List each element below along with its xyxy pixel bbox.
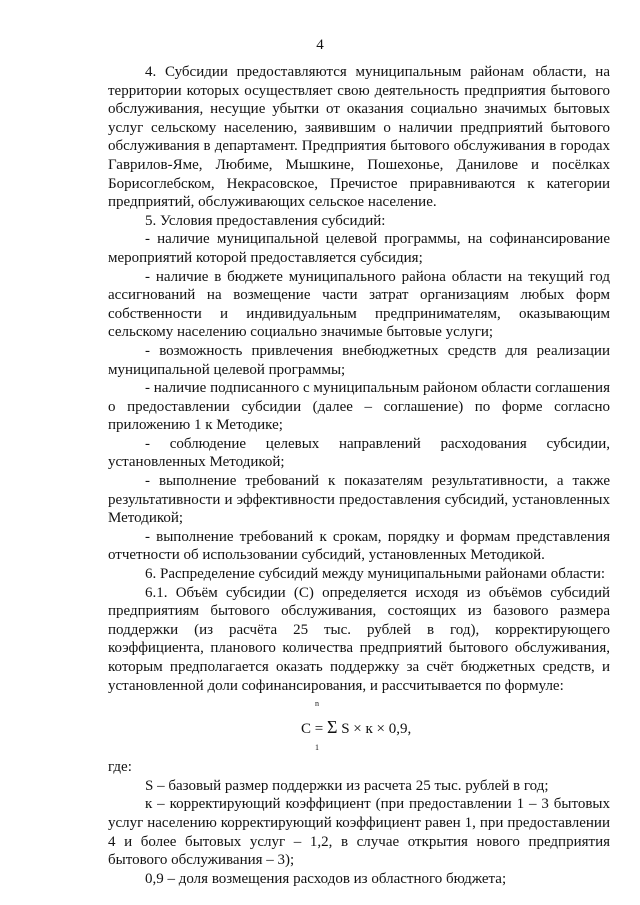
- condition-item: - выполнение требований к срокам, порядку и формам представления отчетности об использовании субсидий, установленных Методикой.: [108, 528, 610, 564]
- paragraph-4-subsidies: 4. Субсидии предоставляются муниципальным районам области, на территории которых осуществляет свою деятельность предприятия бытового обслуживания, несущие убытки от оказания социально значимых бытовых услуг сельскому населению, заявившим о наличии предприятий бытового обслуживания в департамент. Предприятия бытового обслуживания в городах Гаврилов-Яме, Любиме, Мышкине, Пошехонье, Данилове и посёлках Борисоглебском, Некрасовское, Пречистое приравниваются к категории предприятий, обслуживающих сельское население.: [108, 64, 610, 211]
- condition-item: - наличие муниципальной целевой программы, на софинансирование мероприятий которой предоставляется субсидия;: [108, 231, 610, 266]
- condition-item: - выполнение требований к показателям результативности, а также результативности и эффективности предоставления субсидий, установленных Методикой;: [108, 473, 610, 527]
- definition-item: к – корректирующий коэффициент (при предоставлении 1 – 3 бытовых услуг населению корректирующий коэффициент равен 1, при предоставлении 4 и более бытовых услуг – 1,2, в случае открытия нового предприятия бытового обслуживания – 3);: [108, 796, 610, 869]
- where-label: где:: [108, 759, 132, 776]
- condition-item: - соблюдение целевых направлений расходования субсидии, установленных Методикой;: [108, 435, 610, 471]
- paragraph-5-conditions-heading: 5. Условия предоставления субсидий:: [145, 212, 386, 229]
- condition-item: - наличие в бюджете муниципального района области на текущий год ассигнований на возмещение части затрат организациям любых форм собственности и индивидуальным предпринимателям, оказывающим сельскому населению социально значимые бытовые услуги;: [108, 268, 610, 341]
- condition-item: - возможность привлечения внебюджетных средств для реализации муниципальной целевой программы;: [108, 342, 610, 378]
- subsidy-formula: [108, 700, 610, 758]
- page-number: 4: [316, 37, 324, 53]
- definition-item: S – базовый размер поддержки из расчета 25 тыс. рублей в год;: [145, 777, 549, 794]
- formula-expression: [301, 718, 411, 739]
- document-body: [108, 63, 610, 888]
- sum-lower-limit: 1: [315, 743, 319, 753]
- definition-item: 0,9 – доля возмещения расходов из областного бюджета;: [145, 870, 507, 887]
- formula-rhs: S × к × 0,9,: [337, 721, 412, 738]
- sum-upper-limit: n: [315, 699, 319, 709]
- paragraph-6-distribution: 6. Распределение субсидий между муниципальными районами области:: [145, 566, 606, 583]
- formula-lhs: С =: [301, 721, 327, 738]
- condition-item: - наличие подписанного с муниципальным районом области соглашения о предоставлении субсидии (далее – соглашение) по форме согласно приложению 1 к Методике;: [108, 380, 610, 434]
- paragraph-6-1-volume: 6.1. Объём субсидии (С) определяется исходя из объёмов субсидий предприятиям бытового обслуживания, состоящих из базового размера поддержки (из расчёта 25 тыс. рублей в год), корректирующего коэффициента, планового количества предприятий бытового обслуживания, которым предполагается оказать поддержку за счёт бюджетных средств, и установленной доли софинансирования, и рассчитывается по формуле:: [108, 584, 610, 694]
- sigma-symbol: Σ: [326, 717, 338, 738]
